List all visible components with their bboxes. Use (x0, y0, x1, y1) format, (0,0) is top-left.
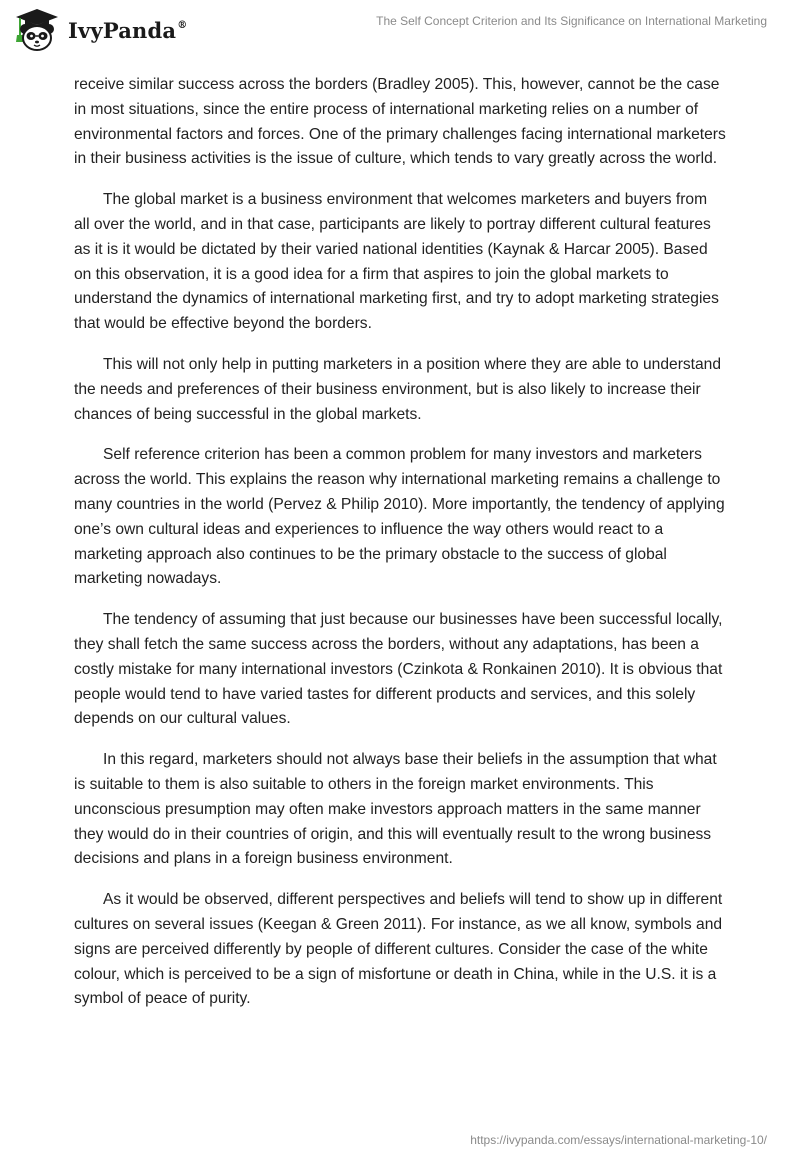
paragraph: The tendency of assuming that just because our businesses have been successful locally, they shall fetch the same success across the borders, without any adaptations, has been a costly mistake for many international investors (Czinkota & Ronkainen 2010). It is obvious that people would tend to have varied tastes for different products and services, and this solely depends on our cultural values. (74, 611, 723, 728)
paragraph: This will not only help in putting marketers in a position where they are able to understand the needs and preferences of their business environment, but is also likely to increase their chances of being successful in the global markets. (74, 355, 722, 423)
paragraph: The global market is a business environment that welcomes marketers and buyers from all over the world, and in that case, participants are likely to portray different cultural features as it is it would be dictated by their varied national identities (Kaynak & Harcar 2005). Based on this observation, it is a good idea for a firm that aspires to join the global markets to understand the dynamics of international marketing first, and try to adopt marketing strategies that would be effective beyond the borders. (74, 191, 719, 333)
registered-mark: ® (177, 19, 188, 31)
essay-body (74, 73, 726, 1028)
panda-graduate-icon (14, 8, 60, 52)
source-url[interactable]: https://ivypanda.com/essays/international-marketing-10/ (470, 1133, 767, 1147)
brand-logo[interactable] (14, 8, 187, 52)
page-header (0, 0, 800, 60)
paragraph: receive similar success across the borders (Bradley 2005). This, however, cannot be the case in most situations, since the entire process of international marketing relies on a number of environmental factors and forces. One of the primary challenges facing international marketers in their business activities is the issue of culture, which tends to vary greatly across the world. (74, 76, 726, 168)
brand-name: IvyPanda® (68, 17, 188, 43)
paragraph: As it would be observed, different perspectives and beliefs will tend to show up in different cultures on several issues (Keegan & Green 2011). For instance, as we all know, symbols and signs are perceived differently by people of different cultures. Consider the case of the white colour, which is perceived to be a sign of misfortune or death in China, while in the U.S. it is a symbol of peace of purity. (74, 891, 723, 1008)
document-title: The Self Concept Criterion and Its Significance on International Marketing (376, 14, 767, 28)
paragraph: Self reference criterion has been a common problem for many investors and marketers across the world. This explains the reason why international marketing remains a challenge to many countries in the world (Pervez & Philip 2010). More importantly, the tendency of applying one’s own cultural ideas and experiences to influence the way others would react to a marketing approach also continues to be the primary obstacle to the success of global marketing nowadays. (74, 446, 725, 588)
paragraph: In this regard, marketers should not always base their beliefs in the assumption that what is suitable to them is also suitable to others in the foreign market environments. This unconscious presumption may often make investors approach matters in the same manner they would do in their countries of origin, and this will eventually result to the wrong business decisions and plans in a foreign business environment. (74, 751, 717, 868)
